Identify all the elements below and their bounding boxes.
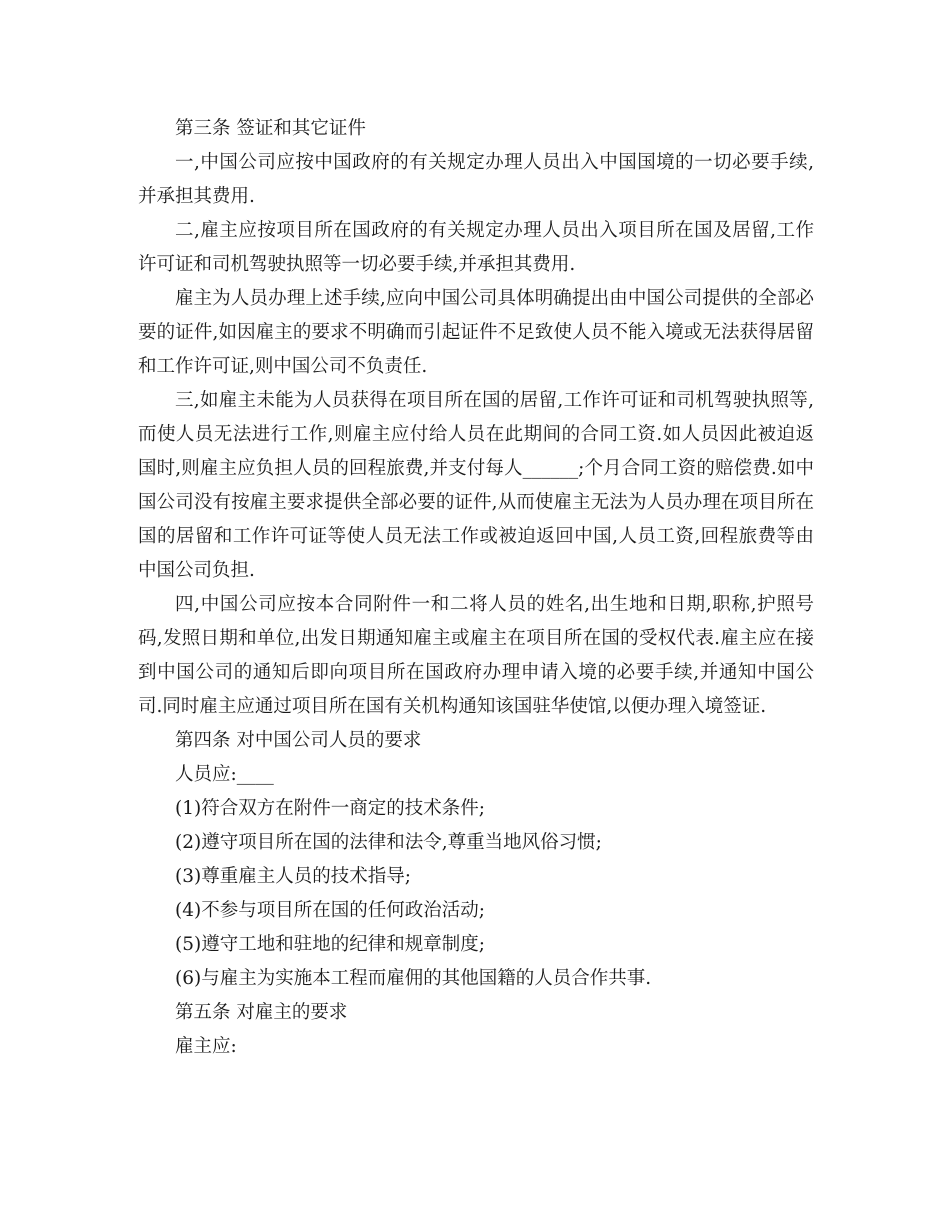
- article-3-clause-3: 三,如雇主未能为人员获得在项目所在国的居留,工作许可证和司机驾驶执照等,而使人员无法进行工作,则雇主应付给人员在此期间的合同工资.如人员因此被迫返国时,则雇主应负担人员的回程旅费,并支付每人______;个月合同工资的赔偿费.如中国公司没有按雇主要求提供全部必要的证件,从而使雇主无法为人员办理在项目所在国的居留和工作许可证等使人员无法工作或被迫返回中国,人员工资,回程旅费等由中国公司负担.: [138, 390, 814, 581]
- article-3-clause-2: 二,雇主应按项目所在国政府的有关规定办理人员出入项目所在国及居留,工作许可证和司机驾驶执照等一切必要手续,并承担其费用.: [138, 220, 814, 275]
- article-4-item-2: (2)遵守项目所在国的法律和法令,尊重当地风俗习惯;: [175, 832, 602, 853]
- article-4-item-5: (5)遵守工地和驻地的纪律和规章制度;: [175, 934, 485, 955]
- article-5-heading: 第五条 对雇主的要求: [175, 1002, 348, 1023]
- article-4-item-3: (3)尊重雇主人员的技术指导;: [175, 866, 411, 887]
- article-3-clause-4: 四,中国公司应按本合同附件一和二将人员的姓名,出生地和日期,职称,护照号码,发照日期和单位,出发日期通知雇主或雇主在项目所在国的受权代表.雇主应在接到中国公司的通知后即向项目所在国政府办理申请入境的必要手续,并通知中国公司.同时雇主应通过项目所在国有关机构通知该国驻华使馆,以便办理入境签证.: [138, 594, 814, 717]
- document-page: [138, 112, 814, 1064]
- article-4-heading: 第四条 对中国公司人员的要求: [175, 730, 422, 751]
- article-3-heading: 第三条 签证和其它证件: [175, 118, 366, 139]
- article-5-intro: 雇主应:: [175, 1036, 237, 1057]
- article-3-clause-2-note: 雇主为人员办理上述手续,应向中国公司具体明确提出由中国公司提供的全部必要的证件,如因雇主的要求不明确而引起证件不足致使人员不能入境或无法获得居留和工作许可证,则中国公司不负责任.: [138, 288, 814, 377]
- article-4-item-6: (6)与雇主为实施本工程而雇佣的其他国籍的人员合作共事.: [175, 968, 652, 989]
- article-4-item-4: (4)不参与项目所在国的任何政治活动;: [175, 900, 485, 921]
- article-3-clause-1: 一,中国公司应按中国政府的有关规定办理人员出入中国国境的一切必要手续,并承担其费用.: [138, 152, 814, 207]
- article-4-intro: 人员应:____: [175, 764, 274, 785]
- article-4-item-1: (1)符合双方在附件一商定的技术条件;: [175, 798, 485, 819]
